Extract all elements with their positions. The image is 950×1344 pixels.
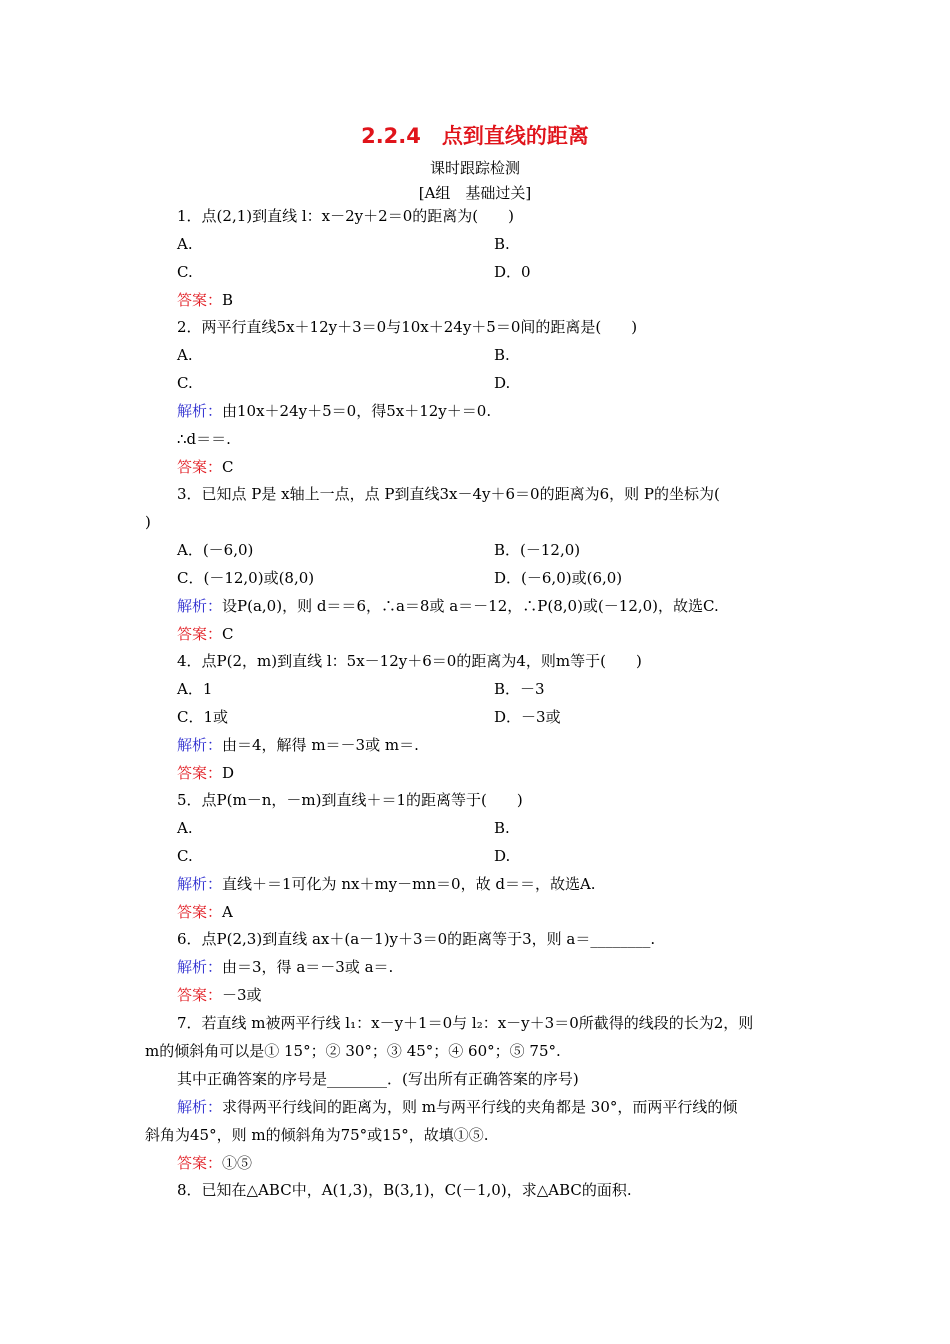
text-line: 5．点P(m－n，－m)到直线＋＝1的距离等于( ) <box>177 791 523 809</box>
analysis-line <box>177 401 491 421</box>
text-line: B. <box>494 346 510 364</box>
analysis-label: 解析： <box>177 597 223 615</box>
analysis-label: 解析： <box>177 958 223 976</box>
text-line: ∴d＝＝. <box>177 430 231 448</box>
answer-text: ①⑤ <box>222 1154 253 1172</box>
analysis-line <box>177 596 719 616</box>
answer-text: A <box>222 903 233 921</box>
analysis-line <box>177 1097 737 1117</box>
text-line: 其中正确答案的序号是________．(写出所有正确答案的序号) <box>177 1070 579 1088</box>
text-line: D. <box>494 374 511 392</box>
analysis-label: 解析： <box>177 1098 223 1116</box>
answer-line <box>177 457 234 477</box>
text-line: C. <box>177 374 193 392</box>
text-line: B．(－12,0) <box>494 541 581 559</box>
analysis-text: 设P(a,0)，则 d＝＝6，∴a＝8或 a＝－12，∴P(8,0)或(－12,0)，故选C. <box>222 597 719 615</box>
text-line: C．1或 <box>177 708 229 726</box>
analysis-line <box>177 957 393 977</box>
answer-label: 答案： <box>177 764 223 782</box>
text-line: D．－3或 <box>494 708 561 726</box>
text-line: 7．若直线 m被两平行线 l₁：x－y＋1＝0与 l₂：x－y＋3＝0所截得的线段的长为2，则 <box>177 1014 754 1032</box>
answer-label: 答案： <box>177 903 223 921</box>
group-heading: [A组 基础过关] <box>418 184 532 202</box>
answer-line <box>177 290 233 310</box>
text-line: C. <box>177 847 193 865</box>
analysis-text: 由＝4，解得 m＝－3或 m＝. <box>222 736 419 754</box>
text-line: 8．已知在△ABC中，A(1,3)，B(3,1)，C(－1,0)，求△ABC的面积. <box>177 1181 632 1199</box>
analysis-text: 求得两平行线间的距离为，则 m与两平行线的夹角都是 30°，而两平行线的倾 <box>222 1098 738 1116</box>
text-line: B. <box>494 819 510 837</box>
text-line: 1．点(2,1)到直线 l：x－2y＋2＝0的距离为( ) <box>177 207 514 225</box>
text-line: 3．已知点 P是 x轴上一点，点 P到直线3x－4y＋6＝0的距离为6，则 P的坐标为( <box>177 485 720 503</box>
text-line: 4．点P(2，m)到直线 l：5x－12y＋6＝0的距离为4，则m等于( ) <box>177 652 642 670</box>
text-line: A. <box>177 819 193 837</box>
text-line: A．(－6,0) <box>177 541 254 559</box>
text-line: 6．点P(2,3)到直线 ax＋(a－1)y＋3＝0的距离等于3，则 a＝________. <box>177 930 656 948</box>
section-subtitle: 课时跟踪检测 <box>429 159 520 177</box>
text-line: C．(－12,0)或(8,0) <box>177 569 315 587</box>
text-line: D．(－6,0)或(6,0) <box>494 569 623 587</box>
analysis-line <box>177 874 596 894</box>
analysis-text: 由＝3，得 a＝－3或 a＝. <box>222 958 394 976</box>
text-line: B．－3 <box>494 680 545 698</box>
text-line: B. <box>494 235 510 253</box>
answer-text: B <box>222 291 234 309</box>
analysis-text: 直线＋＝1可化为 nx＋my－mn＝0，故 d＝＝，故选A. <box>222 875 596 893</box>
answer-label: 答案： <box>177 986 223 1004</box>
answer-label: 答案： <box>177 291 223 309</box>
answer-label: 答案： <box>177 625 223 643</box>
text-line: A. <box>177 346 193 364</box>
answer-line <box>177 902 233 922</box>
text-line: C. <box>177 263 193 281</box>
text-line: A. <box>177 235 193 253</box>
analysis-text: 由10x＋24y＋5＝0，得5x＋12y＋＝0. <box>222 402 492 420</box>
page-title: 2.2.4 点到直线的距离 <box>361 124 589 148</box>
analysis-label: 解析： <box>177 875 223 893</box>
answer-text: －3或 <box>222 986 262 1004</box>
analysis-line <box>177 735 419 755</box>
text-line: D．0 <box>494 263 531 281</box>
text-line: 斜角为45°，则 m的倾斜角为75°或15°，故填①⑤. <box>145 1126 489 1144</box>
answer-text: C <box>222 625 234 643</box>
answer-line <box>177 763 234 783</box>
analysis-label: 解析： <box>177 402 223 420</box>
analysis-label: 解析： <box>177 736 223 754</box>
text-line: 2．两平行直线5x＋12y＋3＝0与10x＋24y＋5＝0间的距离是( ) <box>177 318 638 336</box>
answer-line <box>177 1153 252 1173</box>
text-line: m的倾斜角可以是① 15°；② 30°；③ 45°；④ 60°；⑤ 75°. <box>145 1042 561 1060</box>
answer-text: C <box>222 458 234 476</box>
answer-text: D <box>222 764 235 782</box>
text-line: ) <box>145 513 151 531</box>
answer-line <box>177 985 262 1005</box>
answer-line <box>177 624 234 644</box>
text-line: D. <box>494 847 511 865</box>
answer-label: 答案： <box>177 458 223 476</box>
answer-label: 答案： <box>177 1154 223 1172</box>
text-line: A．1 <box>177 680 213 698</box>
